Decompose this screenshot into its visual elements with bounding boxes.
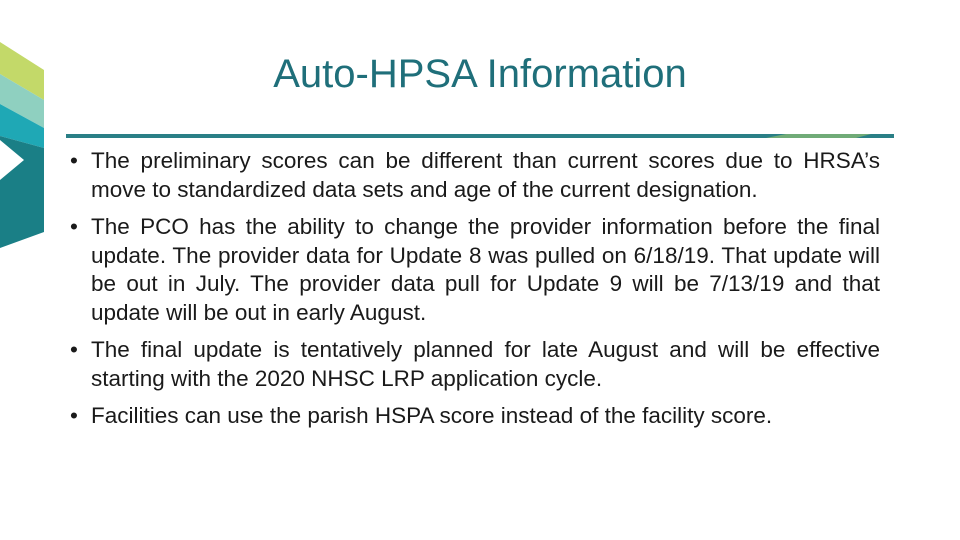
bullet-text: The final update is tentatively planned for late August and will be effective starting with the 2020 NHSC LRP application cycle. — [91, 337, 880, 391]
bullet-marker: • — [70, 403, 78, 428]
bullet-marker: • — [70, 337, 78, 362]
title-divider — [66, 134, 894, 139]
bullet-text: The PCO has the ability to change the provider information before the final update. The provider data for Update 8 was pulled on 6/18/19. That update will be out in July. The provider data pull for Update 9 will be 7/13/19 and that update will be out in early August. — [91, 214, 880, 325]
bullet-item — [70, 402, 880, 431]
slide-title: Auto-HPSA Information — [273, 52, 687, 96]
bullet-list — [70, 147, 880, 440]
bullet-marker: • — [70, 214, 78, 239]
bullet-item — [70, 336, 880, 393]
decorative-side-shapes — [0, 0, 60, 270]
bullet-marker: • — [70, 148, 78, 173]
bullet-item — [70, 213, 880, 327]
bullet-text: The preliminary scores can be different than current scores due to HRSA’s move to standardized data sets and age of the current designation. — [91, 148, 880, 202]
bullet-text: Facilities can use the parish HSPA score instead of the facility score. — [91, 403, 773, 428]
bullet-item — [70, 147, 880, 204]
